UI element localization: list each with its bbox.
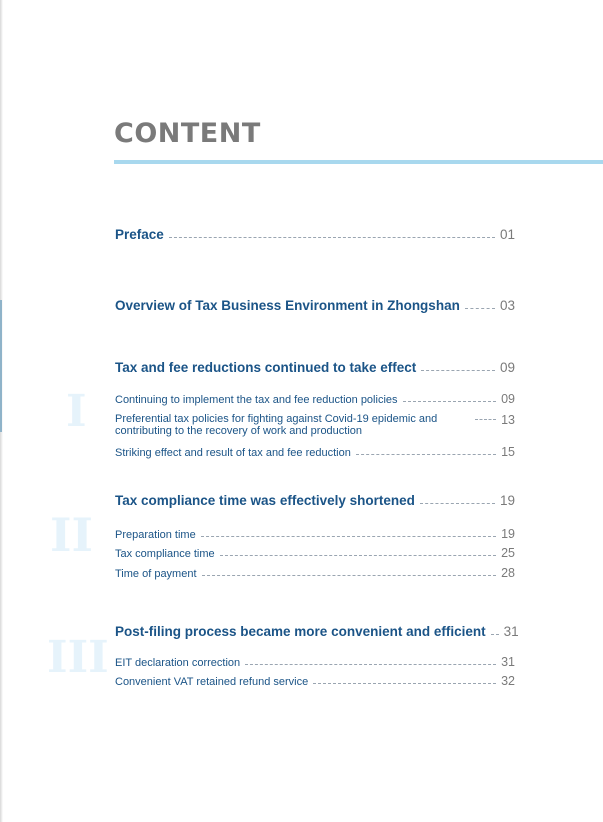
toc-leader xyxy=(465,308,495,309)
toc-leader xyxy=(475,419,496,420)
toc-entry-label: Preparation time xyxy=(115,529,196,541)
title-rule xyxy=(114,160,603,164)
toc-entry-label: Post-filing process became more convenient and efficient xyxy=(115,624,486,639)
toc-entry-overview[interactable] xyxy=(115,298,515,313)
toc-page-number: 09 xyxy=(499,360,515,375)
toc-page-number: 25 xyxy=(501,546,515,560)
toc-item-2-3[interactable] xyxy=(115,566,515,580)
chapter-numeral-3: III xyxy=(47,632,109,683)
toc-page-number: 13 xyxy=(501,413,515,427)
toc-page-number: 28 xyxy=(501,566,515,580)
toc-page-number: 09 xyxy=(501,392,515,406)
toc-leader xyxy=(421,370,495,371)
toc-item-3-2[interactable] xyxy=(115,674,515,688)
toc-entry-label: Tax and fee reductions continued to take effect xyxy=(115,360,417,375)
toc-page-number: 32 xyxy=(501,674,515,688)
side-marker xyxy=(0,300,2,432)
toc-item-1-1[interactable] xyxy=(115,392,515,406)
toc-entry-label: Continuing to implement the tax and fee reduction policies xyxy=(115,394,398,406)
toc-entry-label: Time of payment xyxy=(115,568,197,580)
toc-leader xyxy=(420,503,495,504)
toc-page-number: 31 xyxy=(503,624,519,639)
toc-entry-label: Convenient VAT retained refund service xyxy=(115,676,309,688)
toc-entry-label: Striking effect and result of tax and fee reduction xyxy=(115,447,351,459)
toc-page-number: 31 xyxy=(501,655,515,669)
toc-leader xyxy=(220,555,496,556)
toc-leader xyxy=(403,401,497,402)
page-title: CONTENT xyxy=(114,118,261,149)
toc-chapter-1[interactable] xyxy=(115,360,515,375)
chapter-numeral-2: II xyxy=(50,508,94,562)
toc-leader xyxy=(202,575,497,576)
toc-entry-label: EIT declaration correction xyxy=(115,657,241,669)
toc-chapter-2[interactable] xyxy=(115,493,515,508)
chapter-numeral-1: I xyxy=(66,386,87,437)
toc-page-number: 19 xyxy=(499,493,515,508)
toc-item-1-2[interactable] xyxy=(115,413,515,437)
toc-page-number: 03 xyxy=(499,298,515,313)
toc-page-number: 15 xyxy=(501,445,515,459)
toc-item-3-1[interactable] xyxy=(115,655,515,669)
toc-leader xyxy=(356,454,496,455)
toc-entry-label: Preferential tax policies for fighting against Covid-19 epidemic and contributing to the recovery of work and production xyxy=(115,413,438,437)
toc-leader xyxy=(245,664,496,665)
toc-item-2-1[interactable] xyxy=(115,527,515,541)
toc-leader xyxy=(201,536,496,537)
toc-entry-label: Preface xyxy=(115,227,164,242)
toc-leader xyxy=(169,237,495,238)
toc-item-1-3[interactable] xyxy=(115,445,515,459)
toc-page-number: 19 xyxy=(501,527,515,541)
toc-chapter-3[interactable] xyxy=(115,624,519,639)
toc-item-2-2[interactable] xyxy=(115,546,515,560)
toc-leader xyxy=(313,683,496,684)
toc-entry-preface[interactable] xyxy=(115,227,515,242)
toc-leader xyxy=(491,634,499,635)
toc-entry-label: Overview of Tax Business Environment in Zhongshan xyxy=(115,298,460,313)
toc-entry-label: Tax compliance time was effectively shortened xyxy=(115,493,415,508)
toc-page-number: 01 xyxy=(499,227,515,242)
toc-entry-label: Tax compliance time xyxy=(115,548,215,560)
